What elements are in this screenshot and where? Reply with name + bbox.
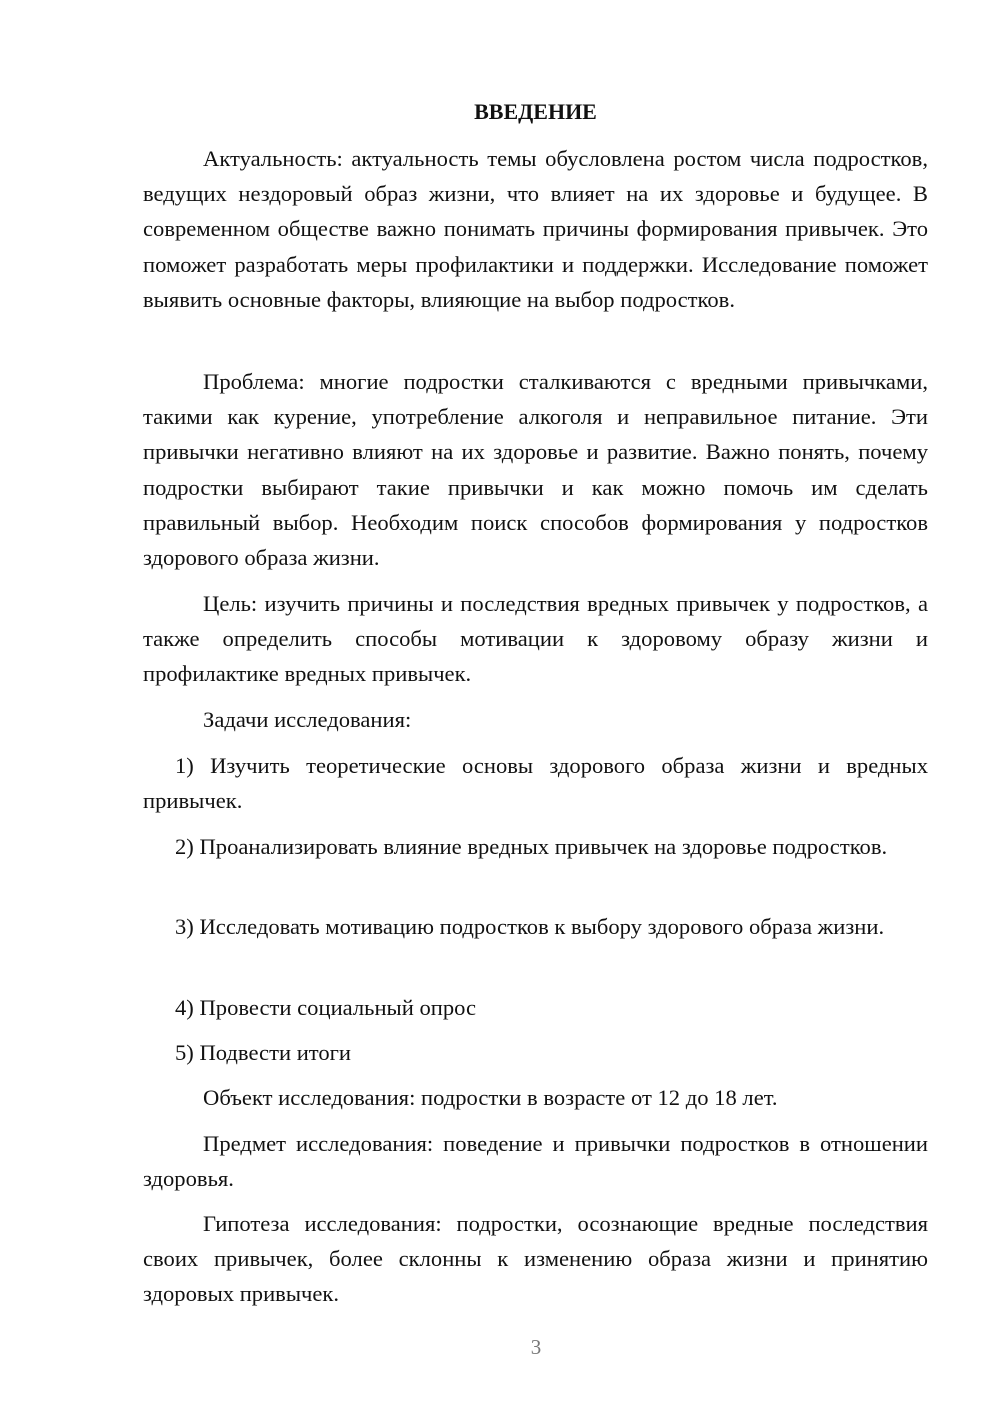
section-title: ВВЕДЕНИЕ — [474, 99, 597, 124]
task-item-3: 3) Исследовать мотивацию подростков к выбору здорового образа жизни. — [175, 914, 885, 939]
paragraph-relevance: Актуальность: актуальность темы обусловлена ростом числа подростков, ведущих нездоровый образ жизни, что влияет на их здоровье и будущее. В современном обществе важно понимать причины формирования привычек. Это поможет разработать меры профилактики и поддержки. Исследование поможет выявить основные факторы, влияющие на выбор подростков. — [143, 146, 928, 312]
paragraph-goal: Цель: изучить причины и последствия вредных привычек у подростков, а также определить способы мотивации к здоровому образу жизни и профилактике вредных привычек. — [143, 591, 928, 687]
paragraph-object: Объект исследования: подростки в возрасте от 12 до 18 лет. — [203, 1085, 778, 1110]
tasks-heading: Задачи исследования: — [203, 707, 412, 732]
paragraph-subject: Предмет исследования: поведение и привычки подростков в отношении здоровья. — [143, 1131, 928, 1192]
paragraph-problem: Проблема: многие подростки сталкиваются с вредными привычками, такими как курение, употребление алкоголя и неправильное питание. Эти привычки негативно влияют на их здоровье и развитие. Важно понять, почему подростки выбирают такие привычки и как можно помочь им сделать правильный выбор. Необходим поиск способов формирования у подростков здорового образа жизни. — [143, 369, 928, 571]
task-item-5: 5) Подвести итоги — [175, 1040, 352, 1065]
task-item-2: 2) Проанализировать влияние вредных привычек на здоровье подростков. — [175, 834, 888, 859]
task-item-1: 1) Изучить теоретические основы здорового образа жизни и вредных привычек. — [143, 753, 928, 814]
paragraph-hypothesis: Гипотеза исследования: подростки, осознающие вредные последствия своих привычек, более склонны к изменению образа жизни и принятию здоровых привычек. — [143, 1211, 928, 1307]
page-number: 3 — [530, 1335, 542, 1359]
task-item-4: 4) Провести социальный опрос — [175, 995, 477, 1020]
